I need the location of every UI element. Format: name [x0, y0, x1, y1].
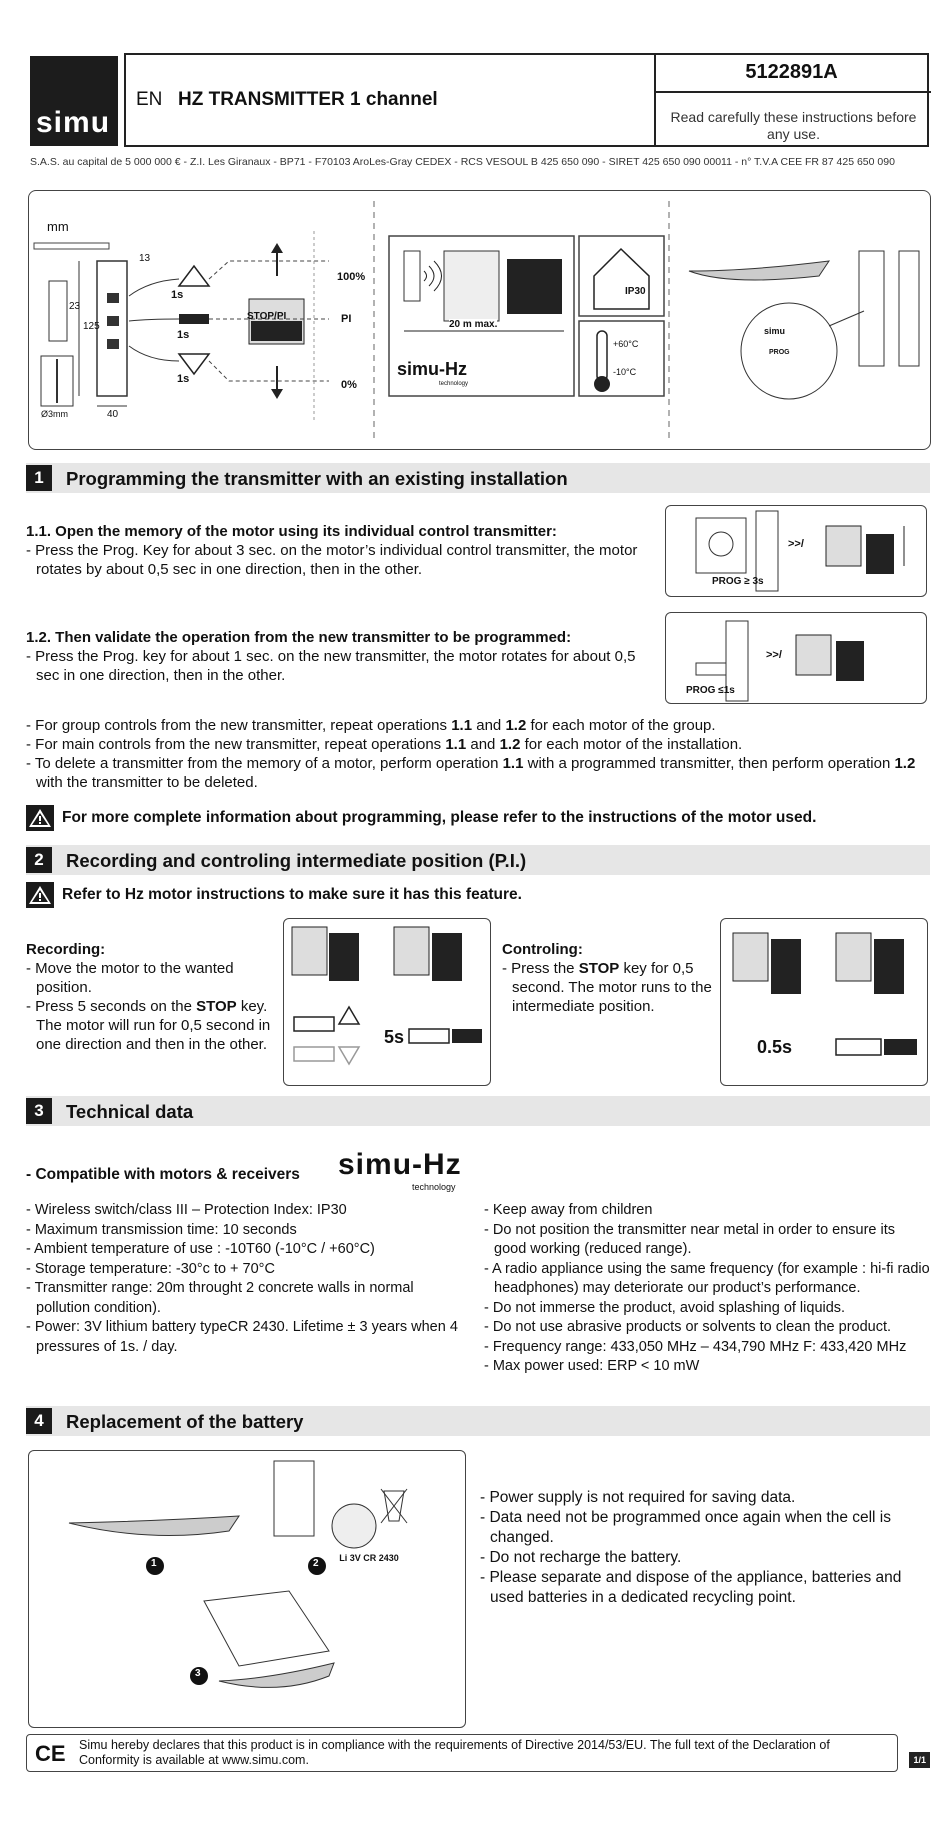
document-title: HZ TRANSMITTER 1 channel — [178, 89, 438, 110]
conformity-text: Simu hereby declares that this product is in compliance with the requirements of Directive 2014/53/EU. The full text of the Declaration of Conformity is available at www.simu.com. — [79, 1738, 830, 1767]
technology-label: technology — [412, 1182, 456, 1192]
tech-specs-left — [26, 1201, 471, 1357]
range-label: 20 m max. — [449, 319, 498, 330]
step-1-2-title: 1.2. Then validate the operation from the new transmitter to be programmed: — [26, 629, 572, 646]
unit-label: mm — [47, 219, 69, 234]
step-3-badge: 3 — [195, 1668, 201, 1679]
pct-up: 100% — [337, 271, 366, 283]
language-code: EN — [136, 89, 163, 110]
technology-small: technology — [439, 381, 469, 387]
step-1-badge: 1 — [151, 1558, 157, 1569]
warning-programming: For more complete information about programming, please refer to the instructions of the motor used. — [26, 805, 816, 831]
spec-item: - A radio appliance using the same frequency (for example : hi-fi radio headphones) may deteriorate our product’s performance. — [484, 1260, 930, 1296]
battery-label: Li 3V CR 2430 — [339, 1553, 399, 1563]
figure-prog-1s — [665, 612, 927, 704]
step-1-2-text: - Press the Prog. key for about 1 sec. on the new transmitter, the motor rotates for about 0,5 sec in one direction, then in the other. — [26, 648, 636, 684]
spec-item: - Transmitter range: 20m throught 2 concrete walls in normal pollution condition). — [26, 1280, 414, 1316]
spec-item: - Power: 3V lithium battery typeCR 2430. Lifetime ± 3 years when 4 pressures of 1s. / day. — [26, 1319, 458, 1355]
stop-label: STOP/PI — [247, 311, 287, 322]
warning-hz: Refer to Hz motor instructions to make sure it has this feature. — [26, 882, 522, 908]
overview-illustration — [28, 190, 931, 450]
spec-item: - Ambient temperature of use : -10T60 (-10°C / +60°C) — [26, 1241, 375, 1257]
controling-block — [502, 940, 712, 1016]
step-1-1-text: - Press the Prog. Key for about 3 sec. on the motor’s individual control transmitter, the motor rotates by about 0,5 sec in one direction, then in the other. — [26, 542, 638, 578]
time-down: 1s — [177, 373, 190, 385]
recording-title: Recording: — [26, 941, 106, 958]
section-number: 2 — [26, 847, 52, 873]
section-4-header — [26, 1406, 930, 1436]
pct-mid: PI — [341, 313, 352, 325]
controling-title: Controling: — [502, 941, 583, 958]
section-number: 1 — [26, 465, 52, 491]
recording-step-2: - Press 5 seconds on the STOP key. The motor will run for 0,5 second in one direction and then in the other. — [26, 998, 271, 1053]
step-1-2 — [26, 628, 662, 685]
simu-logo: simu — [30, 56, 118, 146]
arrow-label: >>/ — [788, 538, 804, 550]
spec-item: - Do not position the transmitter near metal in order to ensure its good working (reduced range). — [484, 1221, 896, 1257]
compatible-label: - Compatible with motors & receivers — [26, 1166, 300, 1183]
section-number: 3 — [26, 1098, 52, 1124]
dim-width: 40 — [107, 409, 119, 420]
spec-item: - Maximum transmission time: 10 seconds — [26, 1221, 297, 1238]
legal-line: S.A.S. au capital de 5 000 000 € - Z.I. Les Giranaux - BP71 - F70103 AroLes-Gray CEDEX - RCS VESOUL B 425 650 090 - SIRET 425 650 090 00011 - n° T.V.A CEE FR 87 425 650 090 — [30, 156, 895, 168]
record-5s-label: 5s — [384, 1027, 405, 1047]
dim-side: 23 — [69, 301, 81, 312]
section-title: Technical data — [66, 1101, 194, 1122]
battery-note: - Power supply is not required for saving data. — [480, 1489, 796, 1506]
section-1-notes — [26, 716, 926, 792]
figure-battery — [28, 1450, 466, 1728]
temp-low: -10°C — [613, 367, 637, 377]
battery-notes — [480, 1488, 930, 1608]
controling-step: - Press the STOP key for 0,5 second. The motor runs to the intermediate position. — [502, 960, 712, 1015]
label-simu: simu — [764, 326, 786, 336]
section-3-header — [26, 1096, 930, 1126]
recording-block — [26, 940, 276, 1054]
step-1-1 — [26, 522, 662, 579]
note-main: - For main controls from the new transmitter, repeat operations 1.1 and 1.2 for each motor of the installation. — [26, 736, 743, 753]
section-1-header — [26, 463, 930, 493]
spec-item: - Storage temperature: -30°c to + 70°C — [26, 1260, 275, 1277]
control-05s-label: 0.5s — [757, 1037, 793, 1057]
step-1-1-title: 1.1. Open the memory of the motor using its individual control transmitter: — [26, 523, 557, 540]
section-title: Programming the transmitter with an existing installation — [66, 468, 568, 489]
temp-high: +60°C — [613, 339, 639, 349]
recording-step-1: - Move the motor to the wanted position. — [26, 960, 234, 996]
simu-hz-logo: simu-Hz — [338, 1148, 462, 1181]
warning-icon — [26, 805, 54, 831]
warning-icon — [26, 882, 54, 908]
read-note: Read carefully these instructions before any use. — [670, 109, 917, 142]
battery-note: - Please separate and dispose of the appliance, batteries and used batteries in a dedicated recycling point. — [480, 1569, 902, 1606]
label-prog: PROG — [769, 349, 790, 356]
pct-down: 0% — [341, 379, 357, 391]
battery-note: - Do not recharge the battery. — [480, 1549, 682, 1566]
simu-hz-logo-small: simu-Hz — [397, 359, 468, 379]
figure-controling — [720, 918, 928, 1086]
dim-small: 13 — [139, 253, 151, 264]
note-delete: - To delete a transmitter from the memory of a motor, perform operation 1.1 with a programmed transmitter, then perform operation 1.2 with the transmitter to be deleted. — [26, 755, 916, 791]
spec-item: - Frequency range: 433,050 MHz – 434,790 MHz F: 433,420 MHz — [484, 1338, 907, 1355]
section-title: Replacement of the battery — [66, 1411, 304, 1432]
reference-number: 5122891A — [745, 61, 838, 83]
figure-recording — [283, 918, 491, 1086]
prog-1s-label: PROG ≤1s — [686, 685, 735, 696]
figure-prog-3s — [665, 505, 927, 597]
ip-rating: IP30 — [625, 286, 646, 297]
step-2-badge: 2 — [313, 1558, 319, 1569]
battery-note: - Data need not be programmed once again when the cell is changed. — [480, 1509, 891, 1546]
time-stop: 1s — [177, 329, 190, 341]
spec-item: - Max power used: ERP < 10 mW — [484, 1358, 700, 1374]
spec-item: - Wireless switch/class III – Protection Index: IP30 — [26, 1202, 347, 1218]
screw-size: Ø3mm — [41, 409, 68, 419]
note-group: - For group controls from the new transmitter, repeat operations 1.1 and 1.2 for each motor of the group. — [26, 717, 716, 734]
arrow-label-2: >>/ — [766, 649, 782, 661]
time-up: 1s — [171, 289, 184, 301]
spec-item: - Keep away from children — [484, 1202, 653, 1218]
conformity-box — [26, 1734, 898, 1772]
section-number: 4 — [26, 1408, 52, 1434]
section-2-header — [26, 845, 930, 875]
section-title: Recording and controling intermediate position (P.I.) — [66, 850, 527, 871]
document-header — [124, 53, 929, 147]
page-number: 1/1 — [909, 1752, 930, 1768]
dim-height: 125 — [83, 321, 100, 332]
prog-3s-label: PROG ≥ 3s — [712, 576, 764, 587]
spec-item: - Do not immerse the product, avoid splashing of liquids. — [484, 1299, 846, 1316]
spec-item: - Do not use abrasive products or solvents to clean the product. — [484, 1319, 892, 1335]
ce-mark: CE — [35, 1741, 66, 1766]
tech-specs-right — [484, 1201, 930, 1377]
